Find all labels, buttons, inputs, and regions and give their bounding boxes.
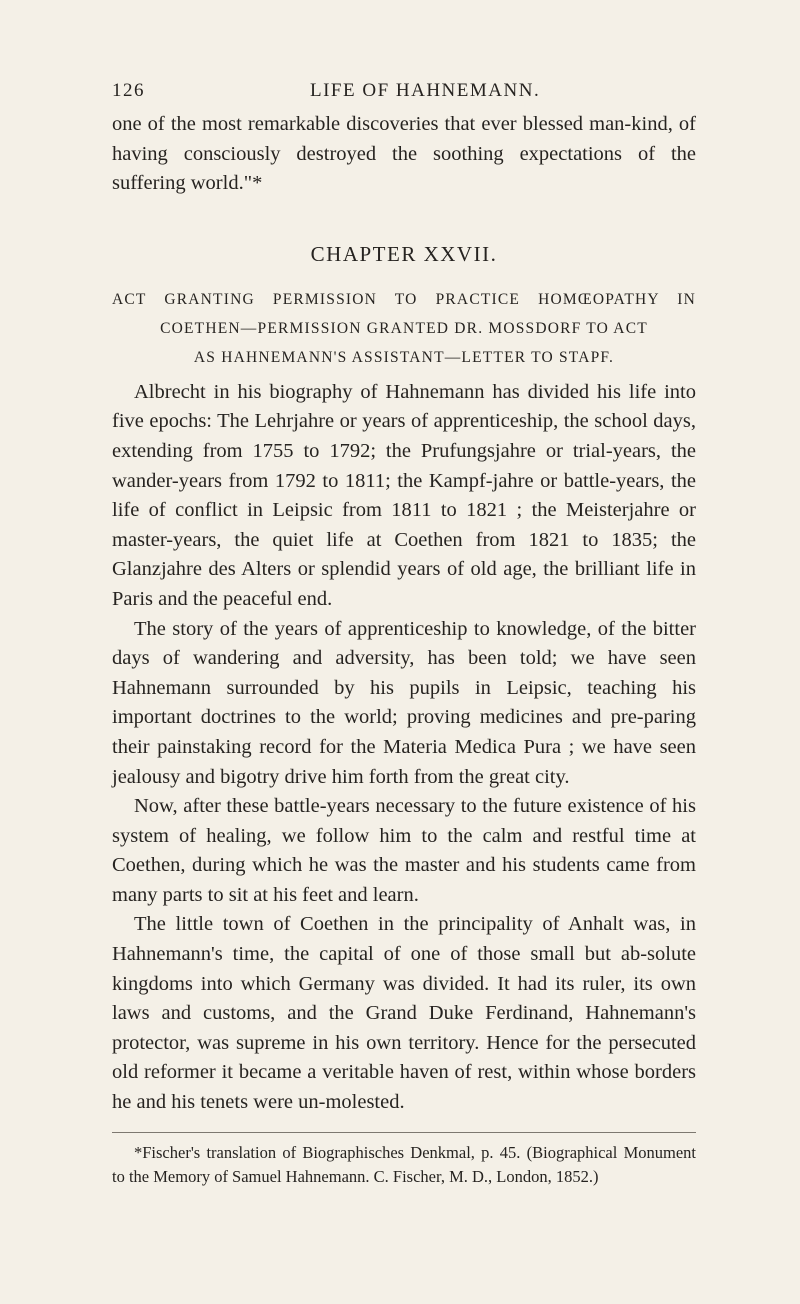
body-paragraph: Albrecht in his biography of Hahnemann has divided his life into five epochs: The Lehrjahre or years of apprenticeship, the school days, extending from 1755 to 1792; the Prufungsjahre or trial-years, the wander-years from 1792 to 1811; the Kampf-jahre or battle-years, the life of conflict in Leipsic from 1811 to 1821 ; the Meisterjahre or master-years, the quiet life at Coethen from 1821 to 1835; the Glanzjahre des Alters or splendid years of old age, the brilliant life in Paris and the peaceful end. bbox=[112, 380, 696, 610]
body-paragraph: The little town of Coethen in the principality of Anhalt was, in Hahnemann's time, the capital of one of those small but ab-solute kingdoms into which Germany was divided. It had its ruler, its own laws and customs, and the Grand Duke Ferdinand, Hahnemann's protector, was supreme in his own territory. Hence for the persecuted old reformer it became a veritable haven of rest, within whose borders he and his tenets were un-molested. bbox=[112, 913, 696, 1114]
page-number: 126 bbox=[112, 80, 145, 101]
running-head bbox=[112, 80, 692, 110]
synopsis-line: AS HAHNEMANN'S ASSISTANT—LETTER TO STAPF. bbox=[193, 348, 615, 366]
body-paragraph: The story of the years of apprenticeship to knowledge, of the bitter days of wandering and adversity, has been told; we have seen Hahnemann surrounded by his pupils in Leipsic, teaching his important doctrines to the world; proving medicines and pre-paring their painstaking record for the Materia Medica Pura ; we have seen jealousy and bigotry drive him forth from the great city. bbox=[112, 617, 696, 788]
footnote: *Fischer's translation of Biographisches Denkmal, p. 45. (Biographical Monument to the Memory of Samuel Hahnemann. C. Fischer, M. D., London, 1852.) bbox=[112, 1142, 696, 1187]
running-title: LIFE OF HAHNEMANN. bbox=[310, 80, 541, 101]
footnote-rule bbox=[112, 1132, 696, 1133]
chapter-title: CHAPTER XXVII. bbox=[310, 241, 498, 266]
body-paragraph: Now, after these battle-years necessary to the future existence of his system of healing, we follow him to the calm and restful time at Coethen, during which he was the master and his students came from many parts to sit at his feet and learn. bbox=[112, 795, 696, 906]
synopsis-line: COETHEN—PERMISSION GRANTED DR. MOSSDORF TO ACT bbox=[160, 319, 648, 337]
synopsis-line: ACT GRANTING PERMISSION TO PRACTICE HOMŒOPATHY IN bbox=[112, 290, 696, 308]
chapter-synopsis bbox=[112, 285, 696, 372]
continuation-paragraph: one of the most remarkable discoveries that ever blessed man-kind, of having consciously destroyed the soothing expectations of the suffering world."* bbox=[112, 113, 696, 195]
text-block bbox=[112, 110, 696, 1190]
